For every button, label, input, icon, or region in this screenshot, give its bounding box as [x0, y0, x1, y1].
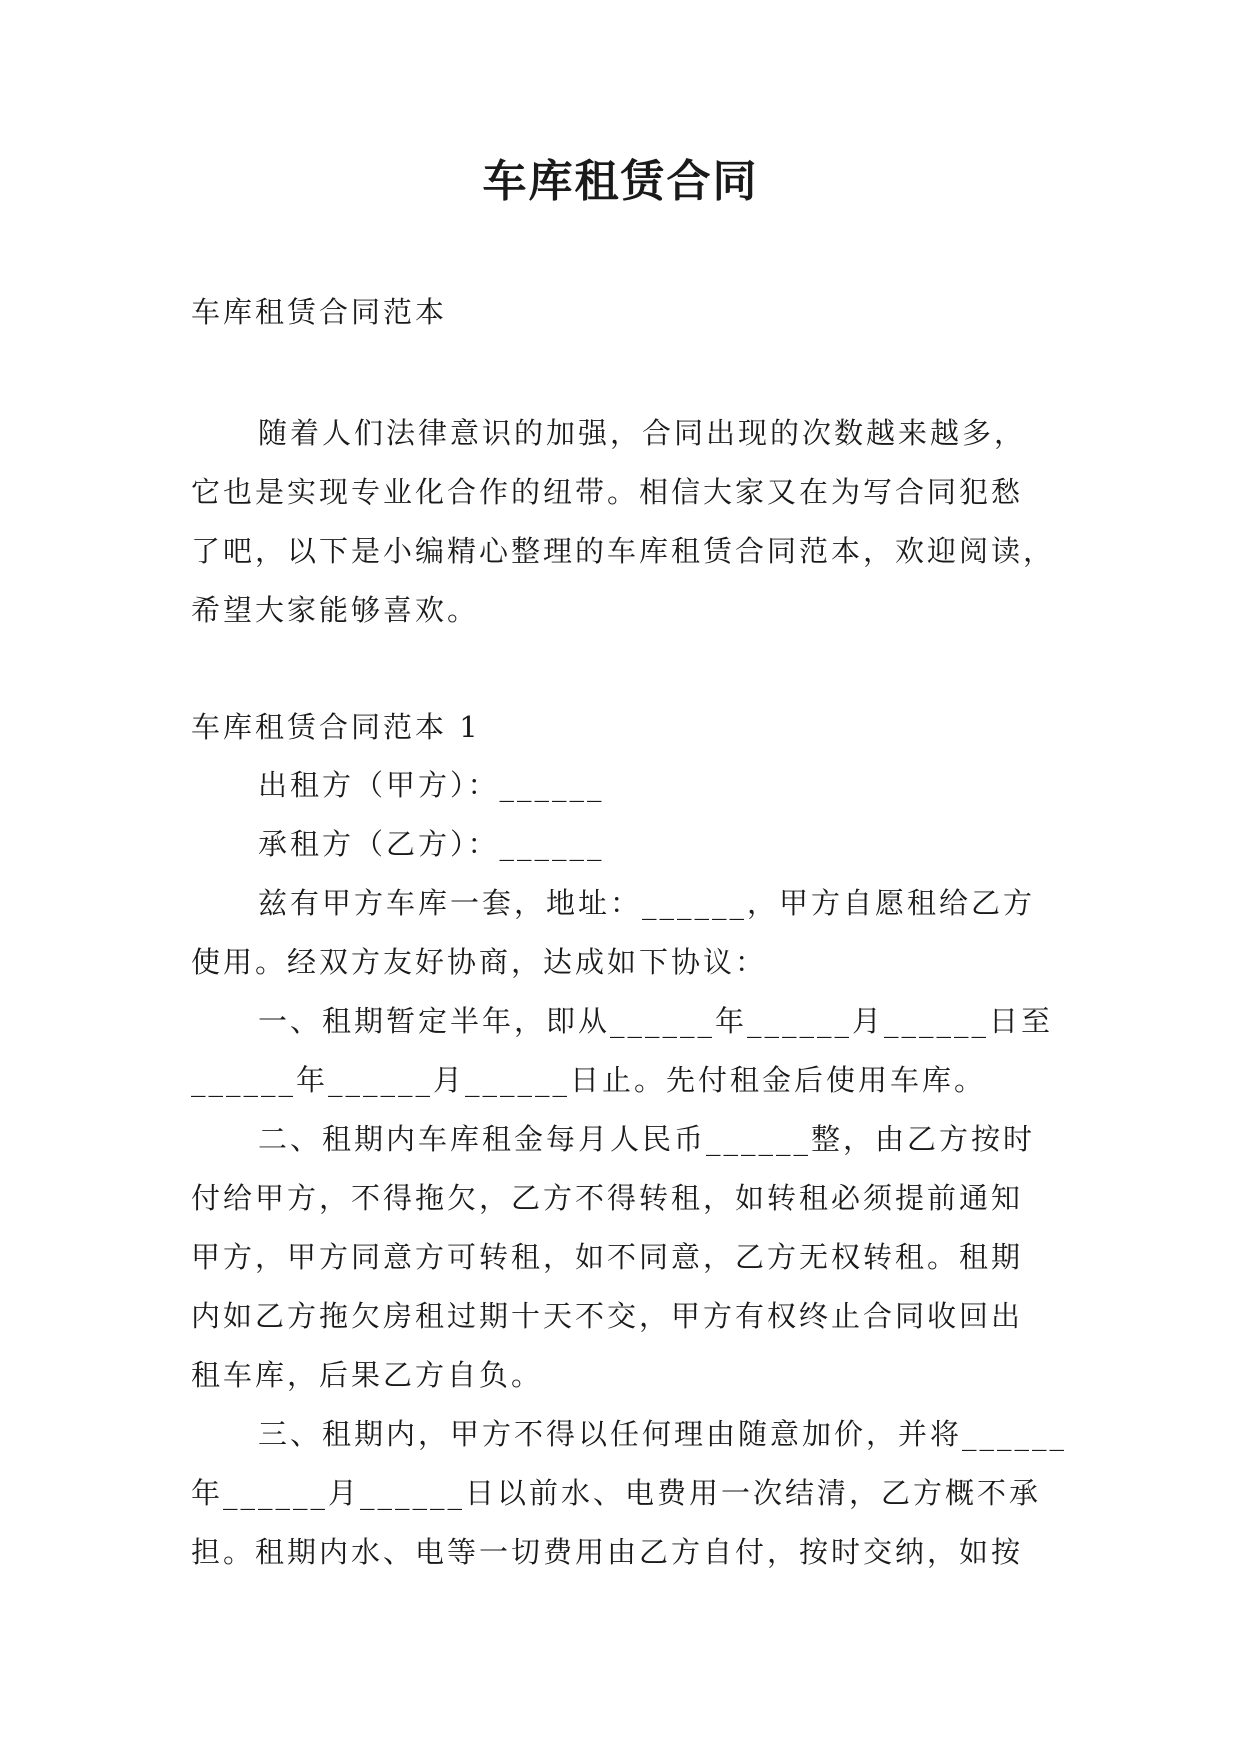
clause-2-line: 租车库，后果乙方自负。: [191, 1358, 544, 1392]
contract-body: [191, 756, 1067, 1582]
clause-2-line: 内如乙方拖欠房租过期十天不交，甲方有权终止合同收回出: [191, 1299, 1024, 1333]
intro-paragraph: [191, 404, 1055, 640]
clause-1-line: 一、租期暂定半年，即从______年______月______日至: [258, 1004, 1054, 1038]
intro-line: 随着人们法律意识的加强，合同出现的次数越来越多，: [258, 416, 1027, 450]
intro-line: 了吧，以下是小编精心整理的车库租赁合同范本，欢迎阅读，: [191, 534, 1056, 568]
document-title: 车库租赁合同: [482, 156, 759, 207]
clause-2-line: 甲方，甲方同意方可转租，如不同意，乙方无权转租。租期: [191, 1240, 1024, 1274]
intro-line: 它也是实现专业化合作的纽带。相信大家又在为写合同犯愁: [191, 475, 1024, 509]
lessee-field: 承租方（乙方）：______: [258, 827, 605, 861]
clause-2-line: 付给甲方，不得拖欠，乙方不得转租，如转租必须提前通知: [191, 1181, 1024, 1215]
clause-3-line: 担。租期内水、电等一切费用由乙方自付，按时交纳，如按: [191, 1535, 1024, 1569]
body-line: 使用。经双方友好协商，达成如下协议：: [191, 945, 768, 979]
clause-3-line: 年______月______日以前水、电费用一次结清，乙方概不承: [191, 1476, 1042, 1510]
lessor-field: 出租方（甲方）：______: [258, 768, 605, 802]
body-line: 兹有甲方车库一套，地址：______，甲方自愿租给乙方: [258, 886, 1036, 920]
clause-1-line: ______年______月______日止。先付租金后使用车库。: [191, 1063, 987, 1097]
clause-2-line: 二、租期内车库租金每月人民币______整，由乙方按时: [258, 1122, 1036, 1156]
section-title: 车库租赁合同范本 1: [191, 710, 481, 744]
document-subtitle: 车库租赁合同范本: [191, 295, 448, 329]
intro-line: 希望大家能够喜欢。: [191, 593, 480, 627]
clause-3-line: 三、租期内，甲方不得以任何理由随意加价，并将______: [258, 1417, 1068, 1451]
